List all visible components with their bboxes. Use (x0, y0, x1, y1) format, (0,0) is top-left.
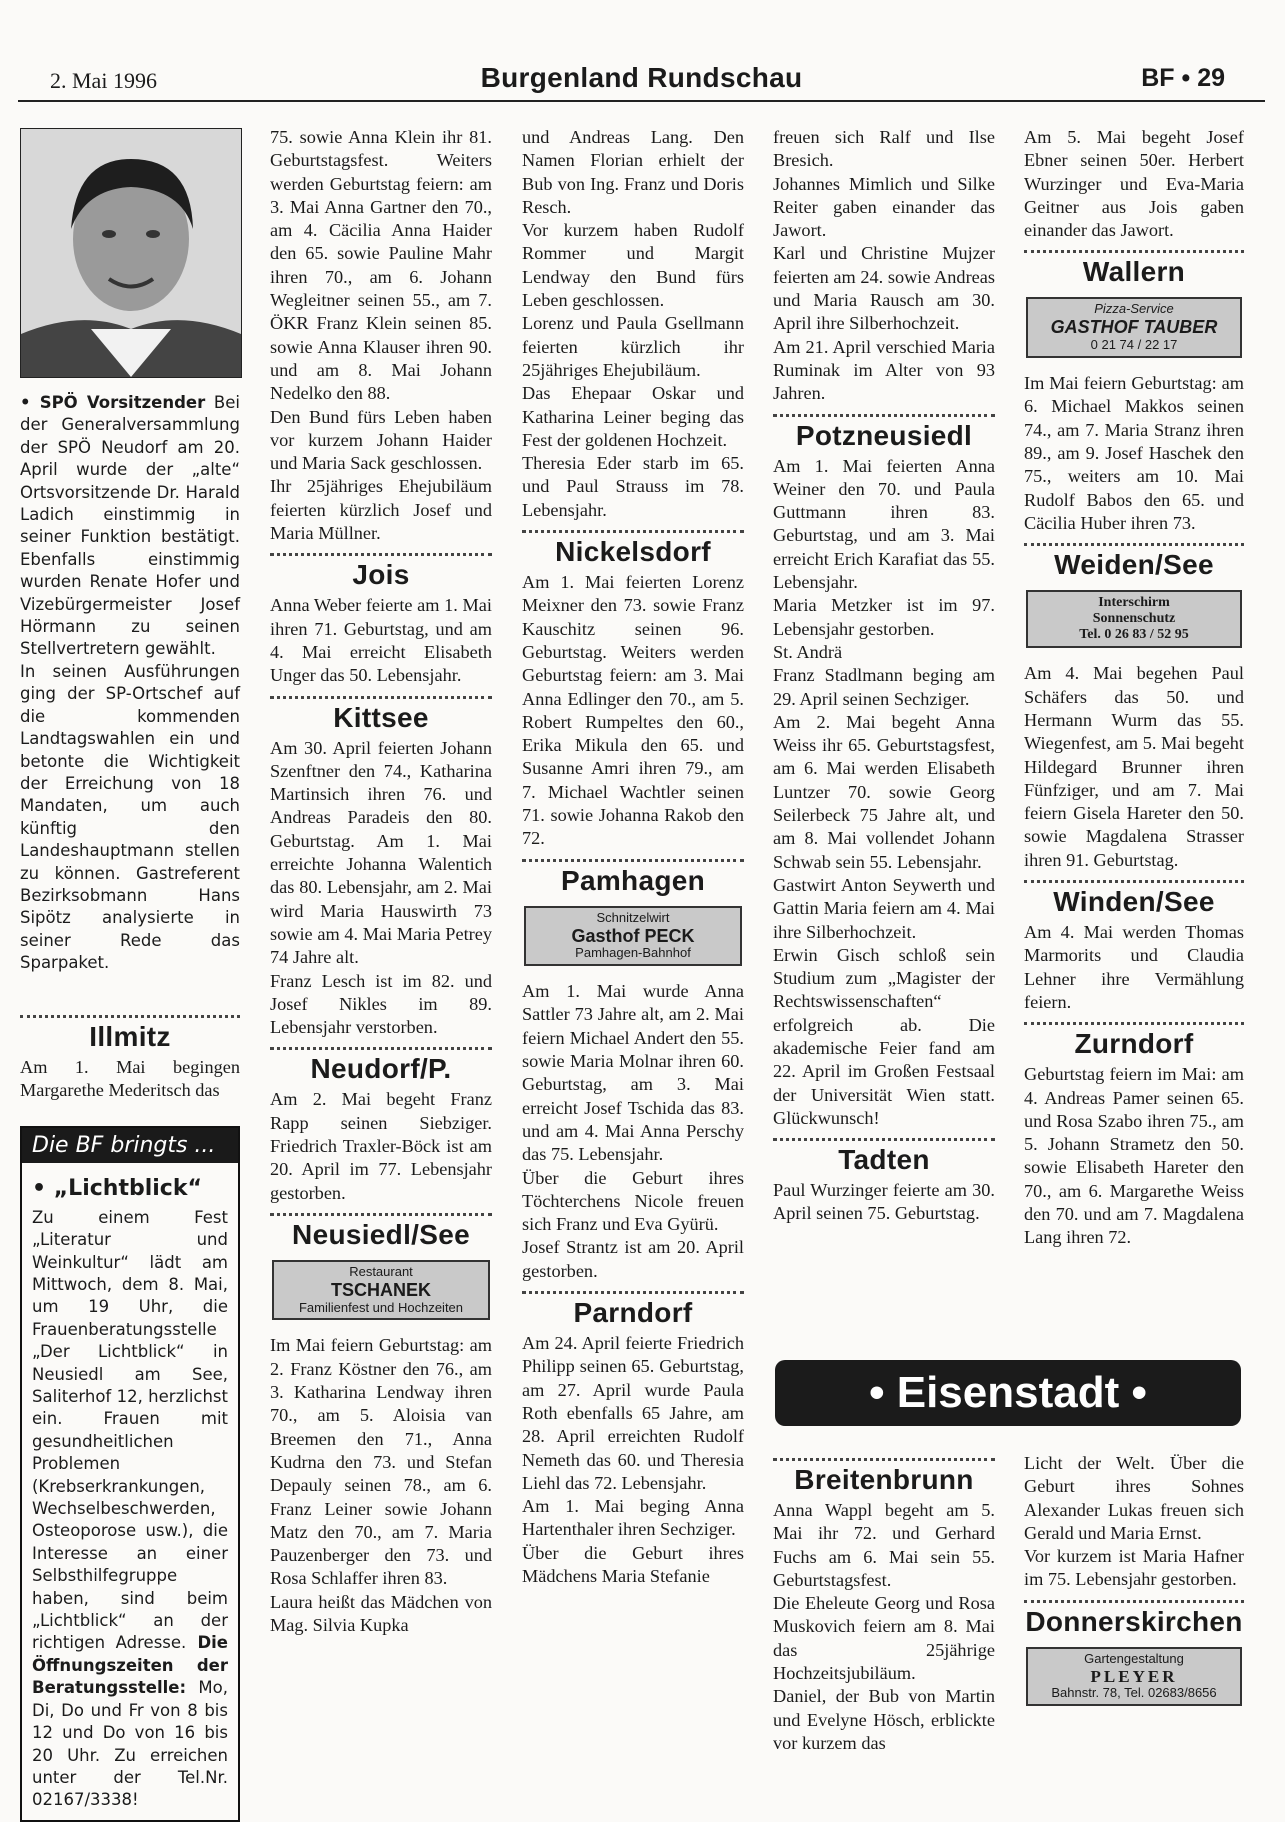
column-5-lower (1024, 1452, 1244, 1720)
breitenbrunn-text: Die Eheleute Georg und Rosa Muskovich feiern am 8. Mai das 25jährige Hochzeitsjubiläum. (773, 1593, 995, 1684)
eisenstadt-banner: • Eisenstadt • (775, 1360, 1241, 1426)
parndorf-heading: Parndorf (573, 1297, 693, 1329)
divider (1024, 880, 1244, 883)
weiden-text: Am 4. Mai begehen Paul Schäfers das 50. und Hermann Wurm das 55. Wiegenfest, am 5. Mai begeht Hildegard Brunner ihren Fünfziger, und am 7. Mai feiern Gisela Hareter den 50. sowie Magdalena Strasser ihren 91. Geburtstag. (1024, 663, 1244, 870)
article-text: Licht der Welt. Über die Geburt ihres Sohnes Alexander Lukas freuen sich Gerald und Maria Ernst. (1024, 1453, 1244, 1543)
column-1 (20, 128, 240, 1822)
parndorf-text: Am 1. Mai beging Anna Hartenthaler ihren Sechziger. (522, 1496, 744, 1540)
potzneusiedl-text: Am 1. Mai feierten Anna Weiner den 70. und Paula Guttmann ihren 83. Geburtstag, und am 3. Mai erreicht Erich Karafiat das 55. Lebensjahr. (773, 455, 995, 593)
newspaper-title: Burgenland Rundschau (480, 62, 803, 93)
divider (773, 414, 995, 417)
pamhagen-text: Josef Strantz ist am 20. April gestorben. (522, 1237, 744, 1281)
divider (20, 1015, 240, 1018)
breitenbrunn-heading: Breitenbrunn (794, 1464, 974, 1495)
kittsee-heading: Kittsee (333, 701, 429, 733)
ad-tauber: Pizza-Service GASTHOF TAUBER 0 21 74 / 22 17 (1026, 297, 1242, 358)
zurndorf-heading: Zurndorf (1074, 1028, 1194, 1060)
potzneusiedl-text: Maria Metzker ist im 97. Lebensjahr gestorben. (773, 595, 995, 639)
potzneusiedl-text: Franz Stadlmann beging am 29. April seinen Sechziger. (773, 665, 995, 709)
divider (522, 1291, 744, 1294)
column-3 (522, 126, 744, 1588)
parndorf-text: Am 24. April feierte Friedrich Philipp seinen 65. Geburtstag, am 27. April wurde Paula Roth ebenfalls 65 Jahre, am 28. April erreichten Rudolf Nemeth das 60. und Theresia Liehl das 72. Lebensjahr. (522, 1333, 744, 1493)
article-text: Karl und Christine Mujzer feierten am 24. sowie Andreas und Maria Rausch am 30. April ihre Silberhochzeit. (773, 243, 995, 334)
neudorf-text: Am 2. Mai begeht Franz Rapp seinen Siebziger. Friedrich Traxler-Böck ist am 20. April im 77. Lebensjahr gestorben. (270, 1089, 492, 1203)
divider (270, 1213, 492, 1216)
article-text: 75. sowie Anna Klein ihr 81. Geburtstagsfest. Weiters werden Geburtstag feiern: am 3. Mai Anna Gartner den 70., am 4. Cäcilia Anna Haider den 65. sowie Pauline Mahr ihren 70., am 6. Johann Wegleitner seinen 55., am 7. ÖKR Franz Klein seinen 85. sowie Anna Klauser ihren 90. und am 8. Mai Johann Nedelko den 88. (270, 127, 492, 404)
divider (773, 1458, 995, 1461)
divider (1024, 543, 1244, 546)
column-4 (773, 126, 995, 1226)
weiden-heading: Weiden/See (1054, 549, 1214, 581)
article-text: Am 5. Mai begeht Josef Ebner seinen 50er. Herbert Wurzinger und Eva-Maria Geitner aus Jois gaben einander das Jawort. (1024, 127, 1244, 241)
breitenbrunn-text: Daniel, der Bub von Martin und Evelyne Hösch, erblickte vor kurzem das (773, 1686, 995, 1753)
wallern-heading: Wallern (1082, 256, 1186, 288)
article-text: Vor kurzem ist Maria Hafner im 75. Lebensjahr gestorben. (1024, 1546, 1244, 1590)
article-text: Am 21. April verschied Maria Ruminak im Alter von 93 Jahren. (773, 336, 995, 404)
neusiedl-text: Im Mai feiern Geburtstag: am 2. Franz Köstner den 76., am 3. Katharina Lendway ihren 70., am 5. Aloisia van Breemen den 71., Anna Kudrna den 73. und Stefan Depauly seinen 78., am 6. Franz Leiner sowie Johann Matz den 70., am 7. Maria Pauzenberger den 73. und Rosa Schlaffer ihren 83. (270, 1335, 492, 1589)
column-5 (1024, 126, 1244, 1250)
tadten-text: Paul Wurzinger feierte am 30. April seinen 75. Geburtstag. (773, 1180, 995, 1224)
column-2 (270, 126, 492, 1637)
ad-peck: Schnitzelwirt Gasthof PECK Pamhagen-Bahnhof (524, 906, 742, 967)
ad-pleyer: Gartengestaltung PLEYER Bahnstr. 78, Tel. 02683/8656 (1026, 1647, 1242, 1706)
illmitz-text: Am 1. Mai begingen Margarethe Mederitsch das (20, 1056, 240, 1100)
article-text: Theresia Eder starb im 65. und Paul Strauss im 78. Lebensjahr. (522, 453, 744, 520)
potzneusiedl-text: St. Andrä (773, 641, 843, 662)
neusiedl-heading: Neusiedl/See (292, 1218, 470, 1250)
divider (1024, 1022, 1244, 1025)
bf-bringts-box (20, 1126, 240, 1822)
potzneusiedl-text: Erwin Gisch schloß sein Studium zum „Magister der Rechtswissenschaften“ erfolgreich ab. Die akademische Feier fand am 22. April im Großen Festsaal der Universität Wien statt. Glückwunsch! (773, 944, 995, 1128)
divider (1024, 250, 1244, 253)
page-header (18, 62, 1265, 102)
jois-heading: Jois (352, 559, 410, 591)
kittsee-text: Franz Lesch ist im 82. und Josef Nikles im 89. Lebensjahr verstorben. (270, 970, 492, 1038)
potzneusiedl-text: Am 2. Mai begeht Anna Weiss ihr 65. Geburtstagsfest, am 6. Mai werden Elisabeth Luntzer 70. sowie Georg Seilerbeck 75 Jahre alt, und am 8. Mai vollendet Johann Schwab sein 55. Lebensjahr. (773, 711, 995, 872)
article-text: Johannes Mimlich und Silke Reiter gaben einander das Jawort. (773, 173, 995, 241)
divider (270, 1047, 492, 1050)
bf-box-header: Die BF bringts ... (22, 1128, 238, 1163)
pamhagen-text: Über die Geburt ihres Töchterchens Nicole freuen sich Franz und Eva Gyürü. (522, 1167, 744, 1235)
zurndorf-text: Geburtstag feiern im Mai: am 4. Andreas Pamer seinen 65. und Rosa Szabo ihren 75., am 5. Johann Strametz den 50. sowie Elisabeth Hareter den 70., am 6. Margarethe Weiss den 70. und am 7. Magdalena Lang ihren 72. (1024, 1064, 1244, 1248)
nickelsdorf-heading: Nickelsdorf (555, 536, 711, 568)
pamhagen-text: Am 1. Mai wurde Anna Sattler 73 Jahre alt, am 2. Mai feiern Michael Andert den 55. sowie Maria Molnar ihren 60. Geburtstag, am 3. Mai erreicht Josef Tschida das 83. und am 4. Mai Anna Perschy das 75. Lebensjahr. (522, 981, 744, 1165)
article-text: freuen sich Ralf und Ilse Bresich. (773, 127, 995, 171)
divider (773, 1138, 995, 1141)
article-text: Vor kurzem haben Rudolf Rommer und Margit Lendway den Bund fürs Leben geschlossen. (522, 220, 744, 311)
divider (270, 696, 492, 699)
column-4-lower (773, 1450, 995, 1755)
ad-interschirm: Interschirm Sonnenschutz Tel. 0 26 83 / 52 95 (1026, 590, 1242, 648)
article-text: Das Ehepaar Oskar und Katharina Leiner beging das Fest der goldenen Hochzeit. (522, 383, 744, 450)
potzneusiedl-text: Gastwirt Anton Seywerth und Gattin Maria feiern am 4. Mai ihre Silberhochzeit. (773, 874, 995, 942)
winden-text: Am 4. Mai werden Thomas Marmorits und Claudia Lehner ihre Vermählung feiern. (1024, 922, 1244, 1012)
ad-tschanek: Restaurant TSCHANEK Familienfest und Hochzeiten (272, 1260, 490, 1321)
pamhagen-heading: Pamhagen (561, 864, 705, 896)
portrait-photo (20, 128, 242, 378)
illmitz-heading: Illmitz (89, 1020, 171, 1052)
article-text: Den Bund fürs Leben haben vor kurzem Johann Haider und Maria Sack geschlossen. (270, 406, 492, 474)
bf-box-title: • „Lichtblick“ (32, 1176, 202, 1202)
divider (1024, 1600, 1244, 1603)
parndorf-text: Über die Geburt ihres Mädchens Maria Stefanie (522, 1542, 744, 1586)
jois-text: Anna Weber feierte am 1. Mai ihren 71. Geburtstag, und am 4. Mai erreicht Elisabeth Unger das 50. Lebensjahr. (270, 595, 492, 686)
article-text: und Andreas Lang. Den Namen Florian erhielt der Bub von Ing. Franz und Doris Resch. (522, 127, 744, 217)
breitenbrunn-text: Anna Wappl begeht am 5. Mai ihr 72. und Gerhard Fuchs am 6. Mai sein 55. Geburtstagsfest. (773, 1500, 995, 1590)
photo-caption: • SPÖ Vorsitzender Bei der Generalversammlung der SPÖ Neudorf am 20. April wurde der „alte“ Ortsvorsitzende Dr. Harald Ladich einstimmig in seiner Funktion bestätigt. Ebenfalls einstimmig wurden Renate Hofer und Vizebürgermeister Josef Hörmann zu seinen Stellvertretern gewählt. In seinen Ausführungen ging der SP-Ortschef auf die kommenden Landtagswahlen ein und betonte die Wichtigkeit der Erreichung von 18 Mandaten, um auch künftig den Landeshauptmann stellen zu können. Gastreferent Bezirksobmann Hans Sipötz analysierte in seiner Rede das Sparpaket. (20, 393, 240, 973)
article-text: Lorenz und Paula Gsellmann feierten kürzlich ihr 25jähriges Ehejubiläum. (522, 313, 744, 380)
wallern-text: Im Mai feiern Geburtstag: am 6. Michael Makkos seinen 74., am 7. Maria Stranz ihren 89., am 9. Josef Haschek den 75., weiters am 10. Mai Rudolf Babos den 65. und Cäcilia Huber ihren 73. (1024, 373, 1244, 533)
neusiedl-text: Laura heißt das Mädchen von Mag. Silvia Kupka (270, 1591, 492, 1635)
donnerskirchen-heading: Donnerskirchen (1025, 1605, 1243, 1637)
article-text: Ihr 25jähriges Ehejubiläum feierten kürzlich Josef und Maria Müllner. (270, 476, 492, 544)
nickelsdorf-text: Am 1. Mai feierten Lorenz Meixner den 73. sowie Franz Kauschitz seinen 96. Geburtstag. Weiters werden Geburtstag feiern: am 3. Mai Anna Edlinger den 70., am 5. Robert Rumpeltes den 60., Erika Mikula den 65. und Susanne Amri ihren 79., am 7. Michael Wachtler seinen 71. sowie Johanna Rakob den 72. (522, 572, 744, 849)
tadten-heading: Tadten (838, 1144, 930, 1176)
divider (522, 530, 744, 533)
potzneusiedl-heading: Potzneusiedl (795, 419, 973, 451)
issue-date: 2. Mai 1996 (50, 68, 157, 93)
winden-heading: Winden/See (1053, 886, 1215, 918)
kittsee-text: Am 30. April feierten Johann Szenftner den 74., Katharina Martinsich ihren 76. und Andreas Paradeis den 80. Geburtstag. Am 1. Mai erreichte Johanna Walentich das 80. Lebensjahr, am 2. Mai wird Maria Hauswirth 73 sowie am 4. Mai Maria Petrey 74 Jahre alt. (270, 737, 492, 968)
divider (522, 859, 744, 862)
bf-box-text: Zu einem Fest „Literatur und Weinkultur“ lädt am Mittwoch, dem 8. Mai, um 19 Uhr, die Frauenberatungsstelle „Der Lichtblick“ in Neusiedl am See, Saliterhof 12, herzlichst ein. Frauen mit gesundheitlichen Problemen (Krebserkrankungen, Wechselbeschwerden, Osteoporose usw.), die Interesse an einer Selbsthilfegruppe haben, sind beim „Lichtblick“ an der richtigen Adresse. Die Öffnungszeiten der Beratungsstelle: Mo, Di, Do und Fr von 8 bis 12 und Do von 16 bis 20 Uhr. Zu erreichen unter der Tel.Nr. 02167/3338! (32, 1207, 228, 1810)
neudorf-heading: Neudorf/P. (310, 1053, 452, 1085)
page-number: BF • 29 (1141, 64, 1225, 92)
divider (270, 553, 492, 556)
